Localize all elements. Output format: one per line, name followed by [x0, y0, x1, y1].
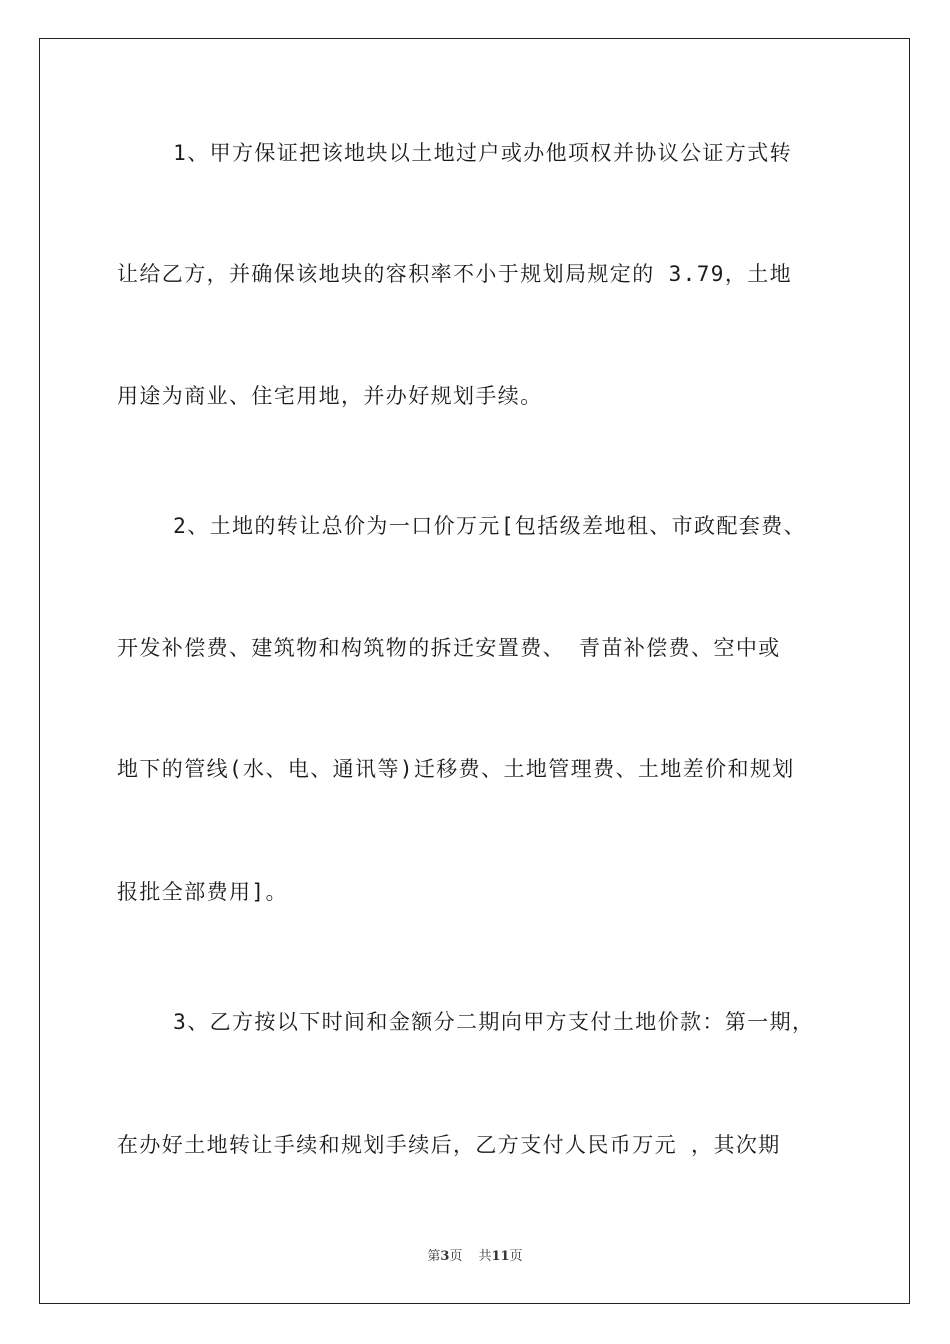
current-page-number: 3 — [440, 1249, 450, 1264]
page-footer — [0, 1245, 950, 1264]
paragraph-line: 3、乙方按以下时间和金额分二期向甲方支付土地价款：第一期， — [117, 1010, 815, 1034]
total-unit: 页 — [509, 1249, 523, 1264]
paragraph-line: 让给乙方，并确保该地块的容积率不小于规划局规定的 3.79，土地 — [117, 262, 793, 286]
page-prefix: 第 — [427, 1249, 441, 1264]
total-page-count: 11 — [491, 1249, 510, 1264]
paragraph-line: 报批全部费用]。 — [117, 880, 288, 904]
paragraph-line: 在办好土地转让手续和规划手续后，乙方支付人民币万元 ，其次期 — [117, 1133, 781, 1157]
total-prefix: 共 — [478, 1249, 492, 1264]
paragraph-line: 地下的管线(水、电、通讯等)迁移费、土地管理费、土地差价和规划 — [117, 757, 795, 781]
paragraph-line: 2、土地的转让总价为一口价万元[包括级差地租、市政配套费、 — [117, 514, 807, 538]
page-border — [39, 38, 910, 1304]
page-unit: 页 — [449, 1249, 463, 1264]
paragraph-line: 1、甲方保证把该地块以土地过户或办他项权并协议公证方式转 — [117, 141, 793, 165]
paragraph-line: 开发补偿费、建筑物和构筑物的拆迁安置费、 青苗补偿费、空中或 — [117, 636, 781, 660]
paragraph-line: 用途为商业、住宅用地，并办好规划手续。 — [117, 384, 543, 408]
